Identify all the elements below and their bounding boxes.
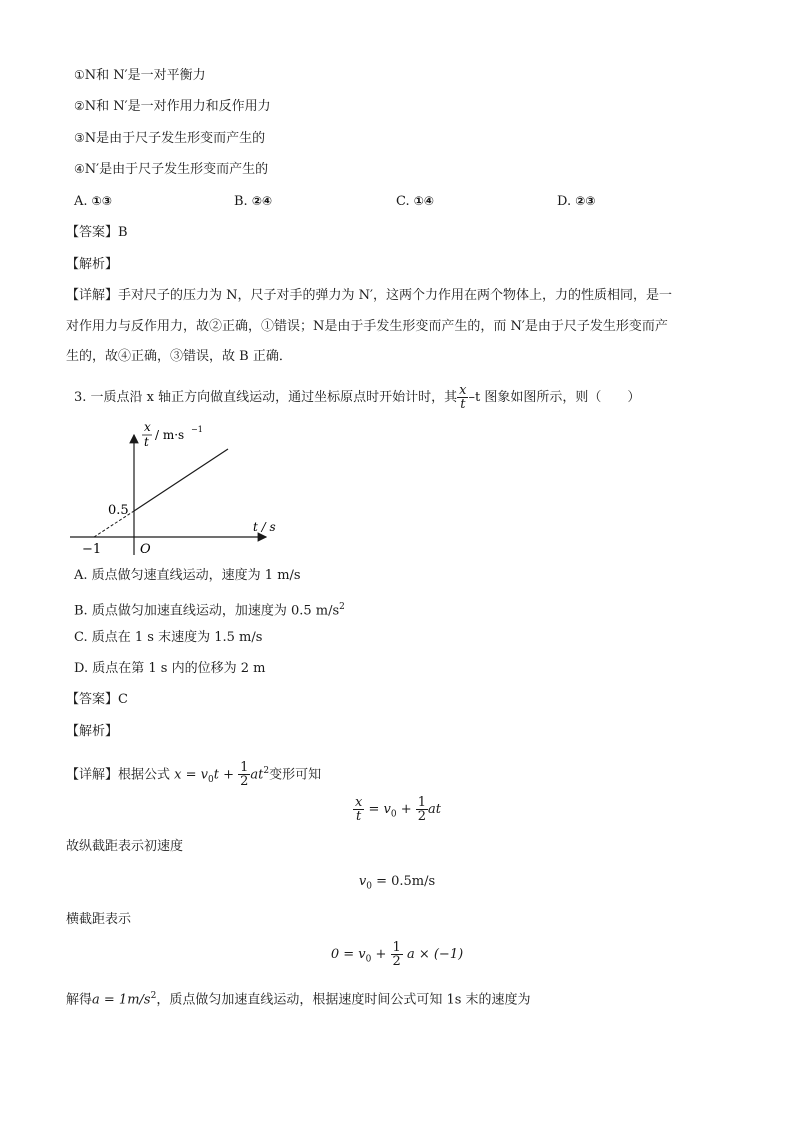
detail-prefix: 根据公式 (118, 767, 171, 783)
x-intercept-label: −1 (82, 542, 102, 557)
answer-label: 【答案】 (66, 692, 119, 707)
option-text: 质点做匀加速直线运动，加速度为 0.5 m/s (91, 603, 340, 619)
frac-den: 2 (417, 809, 427, 824)
q3-option-a (74, 567, 301, 585)
frac-num: 1 (417, 795, 427, 810)
option-text: 质点在 1 s 末速度为 1.5 m/s (91, 630, 263, 645)
option-marks: ①④ (413, 194, 435, 208)
equation-3: $0 = v_0$ + $\frac{1}{2}$ a × (−1) (330, 940, 464, 969)
option-marks: ②④ (251, 194, 273, 208)
detail-suffix: 变形可知 (269, 767, 322, 783)
xt-graph (60, 415, 280, 560)
q2-option-b (234, 192, 272, 211)
option-letter: A. (74, 568, 88, 583)
horizontal-intercept-description: 横截距表示 (66, 912, 132, 927)
option-letter: D. (74, 661, 89, 676)
stem-prefix: 3. 一质点沿 x 轴正方向做直线运动，通过坐标原点时开始计时，其 (74, 390, 458, 405)
q3-option-c (74, 629, 262, 647)
statement-4 (74, 160, 268, 179)
frac-den: 2 (240, 774, 249, 790)
y-frac-num: x (144, 420, 151, 434)
option-letter: C. (396, 194, 410, 209)
q3-analysis-label: 【解析】 (66, 724, 119, 739)
frac-num: 1 (392, 940, 401, 955)
y-intercept-label: 0.5 (108, 503, 129, 518)
x-axis-label: t / s (253, 520, 276, 534)
solution-line: 解得$a = 1m/s^2$，质点做匀加速直线运动，根据速度时间公式可知 1s 末的速度为 (66, 991, 531, 1008)
option-text: 质点在第 1 s 内的位移为 2 m (92, 661, 266, 676)
frac-num: x (459, 383, 467, 398)
solution-suffix: ，质点做匀加速直线运动，根据速度时间公式可知 1s 末的速度为 (156, 992, 531, 1008)
detail-text: 手对尺子的压力为 N，尺子对手的弹力为 N′，这两个力作用在两个物体上，力的性质相同，是一 (118, 288, 672, 303)
detail-label: 【详解】 (66, 288, 119, 303)
q3-option-b (74, 598, 345, 620)
solution-prefix: 解得 (66, 992, 93, 1008)
frac-num: x (354, 795, 363, 810)
option-letter: A. (74, 194, 88, 209)
eq1-half (416, 796, 428, 823)
option-letter: C. (74, 630, 88, 645)
statement-mark: ① (74, 68, 85, 82)
equation-2: $v_0 = 0.5m/s$ (358, 874, 436, 892)
answer-label: 【答案】 (66, 225, 119, 240)
eq3-rhs: a × (−1) (406, 947, 464, 962)
q2-option-d (557, 192, 596, 211)
half-fraction (238, 761, 250, 788)
answer-value: B (118, 225, 128, 240)
q2-option-a (74, 192, 112, 211)
y-frac-den: t (144, 435, 149, 449)
option-text: 质点做匀速直线运动，速度为 1 m/s (91, 568, 301, 583)
statement-2 (74, 97, 271, 116)
statement-text: N′是由于尺子发生形变而产生的 (84, 162, 269, 177)
q2-analysis-label: 【解析】 (66, 257, 119, 272)
statement-text: N和 N′是一对平衡力 (84, 68, 206, 83)
origin-label: O (140, 542, 151, 557)
formula-at: at (250, 767, 264, 783)
eq1-rhs-b: at (428, 802, 442, 817)
statement-3 (74, 129, 265, 148)
q3-answer (66, 691, 128, 709)
stem-suffix: –t 图象如图所示，则（ ） (468, 390, 641, 405)
statement-1 (74, 66, 206, 85)
q3-detail-line: 【详解】根据公式 $x = v_0t$ + $\frac{1}{2}$ $at^2$变形可知 (66, 760, 322, 790)
q2-option-c (396, 192, 434, 211)
option-marks: ②③ (575, 194, 596, 208)
option-letter: D. (557, 194, 572, 209)
answer-value: C (118, 692, 128, 707)
q3-option-d (74, 660, 265, 678)
eq1-fraction (353, 796, 364, 823)
option-letter: B. (234, 194, 248, 209)
formula-mid: t + (213, 767, 234, 783)
frac-den: t (356, 809, 362, 824)
eq2-rhs: = 0.5m/s (376, 874, 436, 889)
eq3-half (391, 941, 403, 968)
solution-formula: a = 1m/s (92, 992, 151, 1008)
statement-text: N和 N′是一对作用力和反作用力 (84, 99, 271, 114)
y-unit-exp: −1 (191, 425, 203, 434)
detail-label: 【详解】 (66, 767, 119, 783)
v0-description: 故纵截距表示初速度 (66, 839, 184, 854)
stem-fraction (457, 384, 468, 411)
q2-answer (66, 224, 128, 242)
statement-text: N是由于尺子发生形变而产生的 (84, 131, 266, 146)
eq2-lhs: v (358, 874, 367, 889)
data-line (134, 449, 228, 511)
frac-den: t (460, 397, 466, 412)
eq3-plus: + (375, 947, 387, 962)
frac-den: 2 (392, 954, 401, 969)
q2-detail-line-2: 对作用力与反作用力，故②正确，①错误；N是由于手发生形变而产生的，而 N′是由于尺子发生形变而产 (66, 319, 668, 334)
option-marks: ①③ (91, 194, 112, 208)
q2-detail-line-1 (66, 287, 672, 305)
frac-num: 1 (240, 760, 249, 776)
statement-mark: ④ (74, 162, 85, 176)
formula-lhs: x = v (174, 767, 209, 783)
equation-1: $\frac{x}{t}$ = $v_0$ + $\frac{1}{2}$ at (354, 795, 442, 824)
y-unit-label: / m·s (155, 428, 185, 442)
statement-mark: ③ (74, 131, 85, 145)
eq1-rhs-a: = v (368, 802, 391, 817)
statement-mark: ② (74, 99, 85, 113)
eq3-lhs: 0 = v (330, 947, 366, 962)
option-sup: 2 (339, 602, 345, 612)
q3-stem (74, 384, 640, 411)
option-letter: B. (74, 603, 88, 619)
q2-detail-line-3: 生的，故④正确，③错误，故 B 正确． (66, 349, 292, 364)
